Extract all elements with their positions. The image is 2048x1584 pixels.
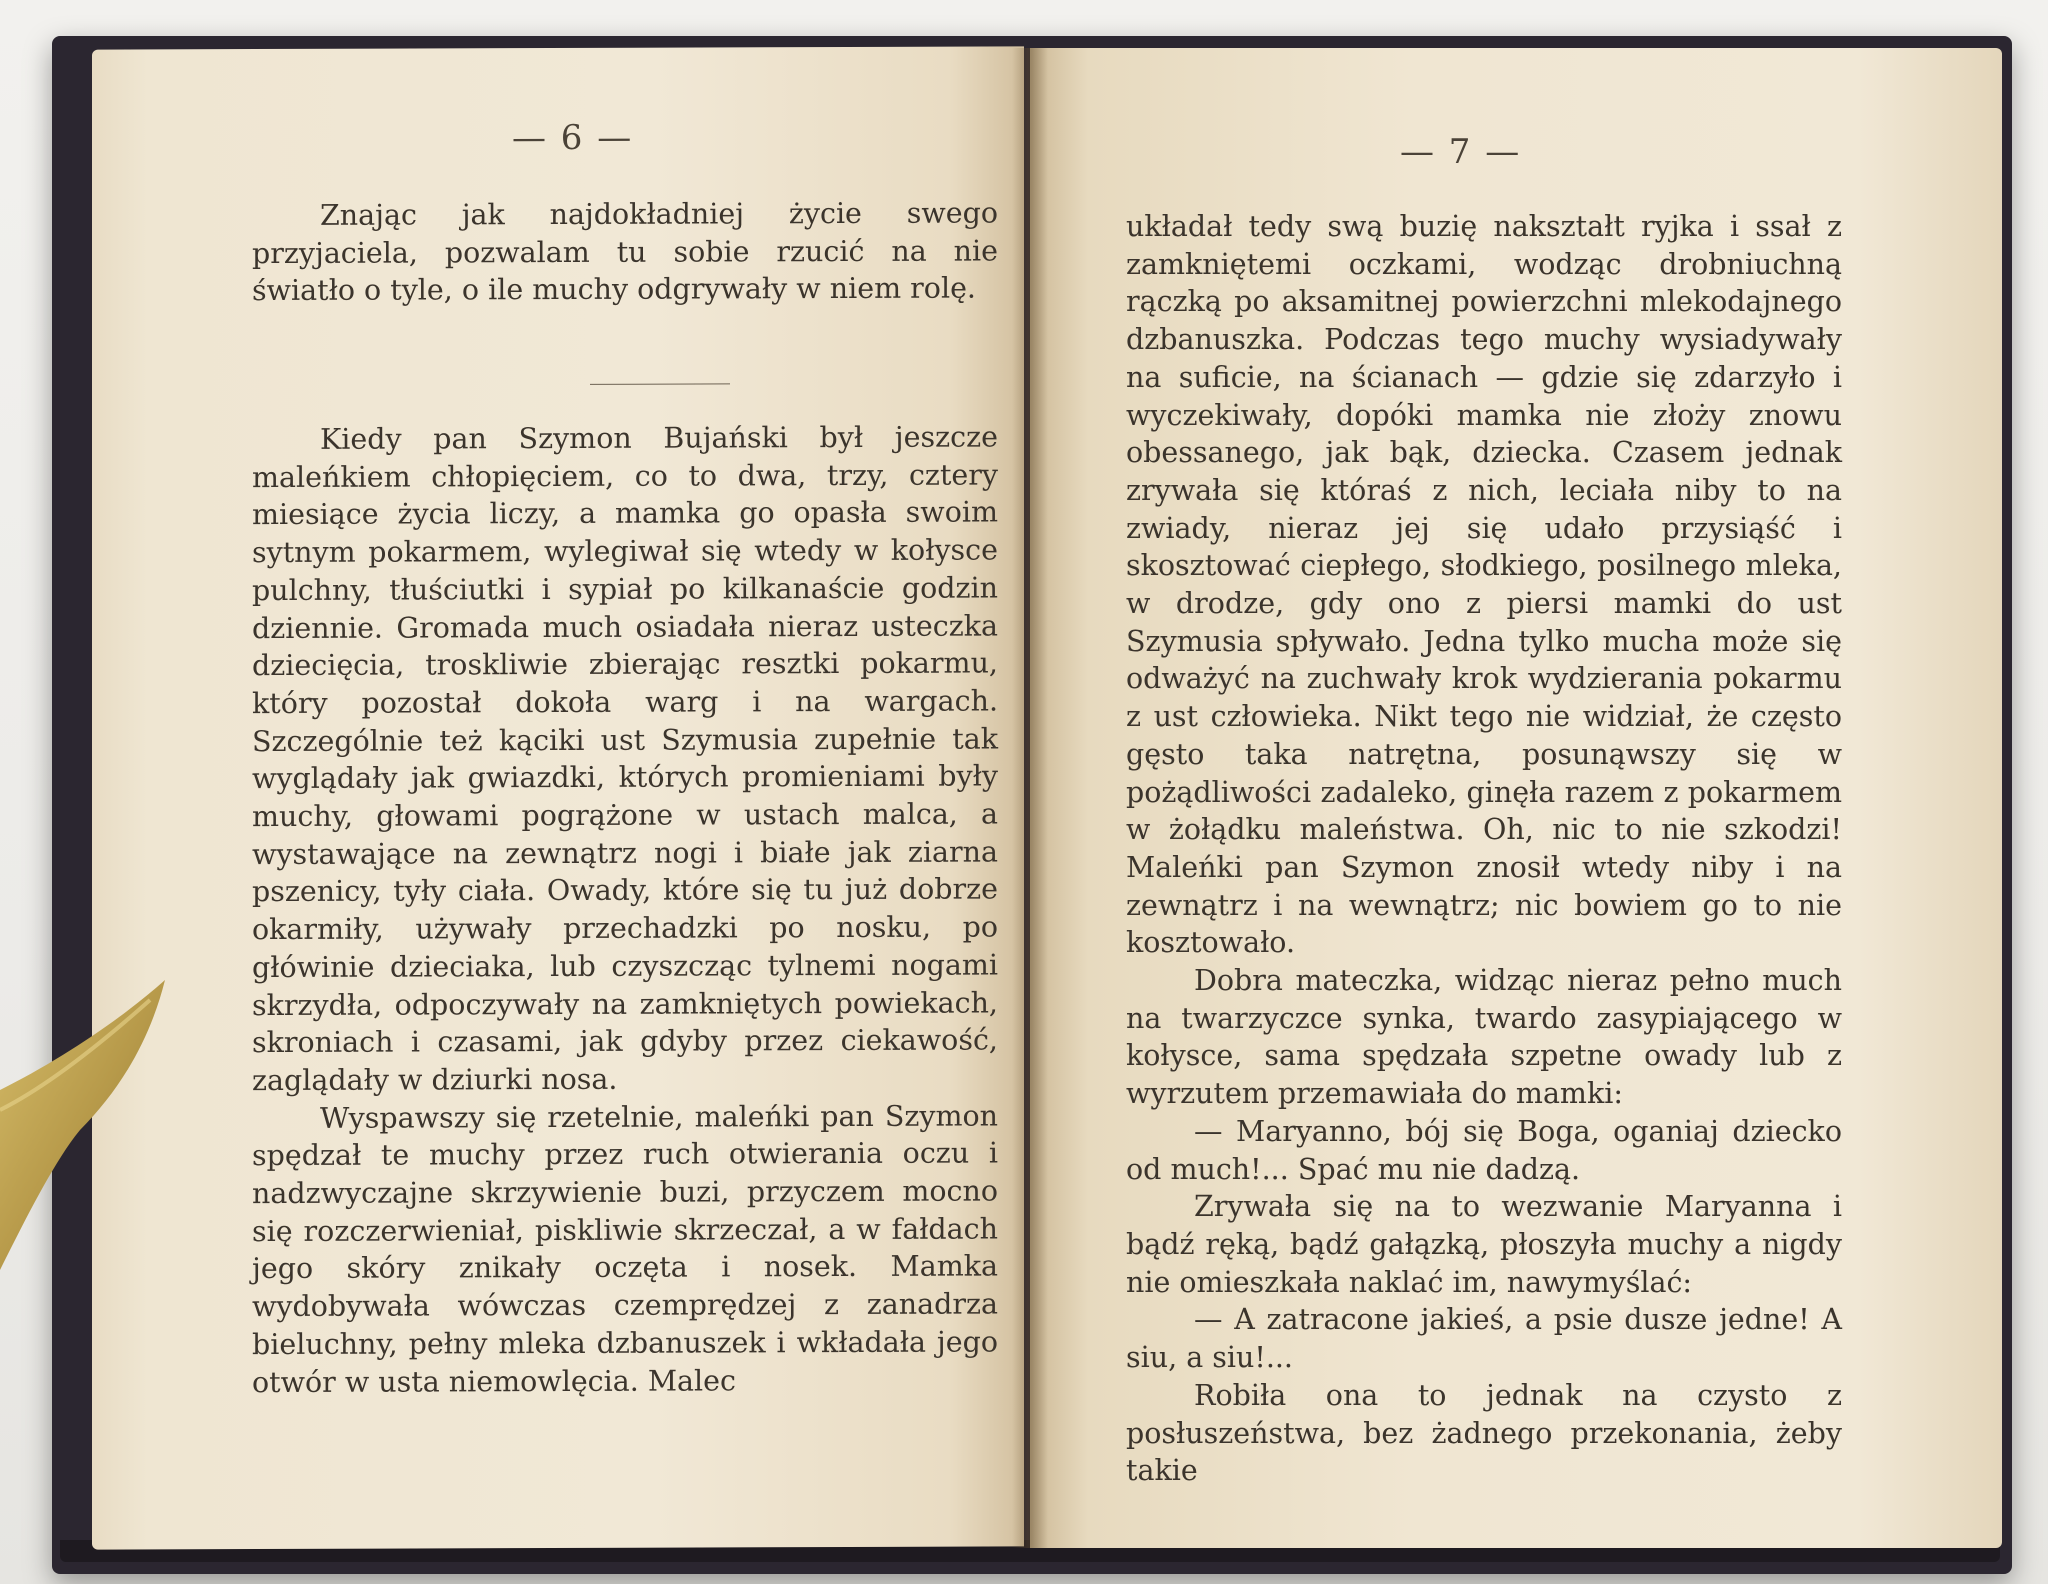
right-paragraph-5: — A zatracone jakieś, a psie dusze jedne! A siu, a siu!... [1126, 1303, 1842, 1375]
left-paragraph-2: Wyspawszy się rzetelnie, maleńki pan Szymon spędzał te muchy przez ruch otwierania oczu i nadzwyczajne skrzywienie buzi, przyczem mocno się rozczerwieniał, piskliwie skrzeczał, a w fałdach jego skóry znikały oczęta i nosek. Mamka wydobywała wówczas czemprędzej z zanadrza bieluchny, pełny mleka dzbanuszek i wkładała jego otwór w usta niemowlęcia. Malec [252, 1099, 998, 1399]
right-body [1126, 208, 1842, 1490]
right-paragraph-6: Robiła ona to jednak na czysto z posłuszeństwa, bez żadnego przekonania, żeby takie [1126, 1378, 1842, 1488]
section-separator [590, 383, 730, 384]
left-paragraph-1: Kiedy pan Szymon Bujański był jeszcze maleńkiem chłopięciem, co to dwa, trzy, cztery miesiące życia liczy, a mamka go opasła swoim sytnym pokarmem, wylegiwał się wtedy w kołysce pulchny, tłuściutki i sypiał po kilkanaście godzin dziennie. Gromada much osiadała nieraz usteczka dziecięcia, troskliwie zbierając resztki pokarmu, który pozostał dokoła warg i na wargach. Szczególnie też kąciki ust Szymusia zupełnie tak wyglądały jak gwiazdki, których promieniami były muchy, głowami pogrążone w ustach malca, a wystawające na zewnątrz nogi i białe jak ziarna pszenicy, tyły ciała. Owady, które się tu już dobrze okarmiły, używały przechadzki po nosku, po główinie dzieciaka, lub czyszcząc tylnemi nogami skrzydła, odpoczywały na zamkniętych powiekach, skroniach i czasami, jak gdyby przez ciekawość, zaglądały w dziurki nosa. [252, 420, 998, 1098]
right-page [1030, 48, 2002, 1548]
left-body [252, 418, 998, 1401]
left-page [92, 46, 1024, 1549]
brass-knife-icon [0, 980, 180, 1280]
right-paragraph-2: Dobra mateczka, widząc nieraz pełno much na twarzyczce synka, twardo zasypiającego w kołysce, sama spędzała szpetne owady lub z wyrzutem przemawiała do mamki: [1126, 964, 1842, 1111]
left-intro-paragraph: Znając jak najdokładniej życie swego przyjaciela, pozwalam tu sobie rzucić na nie światło o tyle, o ile muchy odgrywały w niem rolę. [252, 196, 998, 308]
right-paragraph-3: — Maryanno, bój się Boga, oganiaj dziecko od much!... Spać mu nie dadzą. [1126, 1114, 1842, 1186]
right-paragraph-4: Zrywała się na to wezwanie Maryanna i bądź ręką, bądź gałązką, płoszyła muchy a nigdy nie omieszkała naklać im, nawymyślać: [1126, 1190, 1842, 1299]
page-number-left: — 6 — [512, 117, 634, 159]
left-intro [252, 194, 998, 310]
page-number-right: — 7 — [1400, 132, 1522, 172]
right-paragraph-1: układał tedy swą buzię nakształt ryjka i ssał z zamkniętemi oczkami, wodząc drobniuchną rączką po aksamitnej powierzchni mlekodajnego dzbanuszka. Podczas tego muchy wysiadywały na suficie, na ścianach — gdzie się zdarzyło i wyczekiwały, dopóki mamka nie złoży znowu obessanego, jak bąk, dziecka. Czasem jednak zrywała się któraś z nich, leciała niby to na zwiady, nieraz jej się udało przysiąść i skosztować ciepłego, słodkiego, posilnego mleka, w drodze, gdy ono z piersi mamki do ust Szymusia spływało. Jedna tylko mucha może się odważyć na zuchwały krok wydzierania pokarmu z ust człowieka. Nikt tego nie widział, że często gęsto taka natrętna, posunąwszy się w pożądliwości zadaleko, ginęła razem z pokarmem w żołądku maleństwa. Oh, nic to nie szkodzi! Maleńki pan Szymon znosił wtedy niby i na zewnątrz i na wewnątrz; nic bowiem go to nie kosztowało. [1126, 210, 1842, 960]
book-gutter [1012, 48, 1048, 1548]
